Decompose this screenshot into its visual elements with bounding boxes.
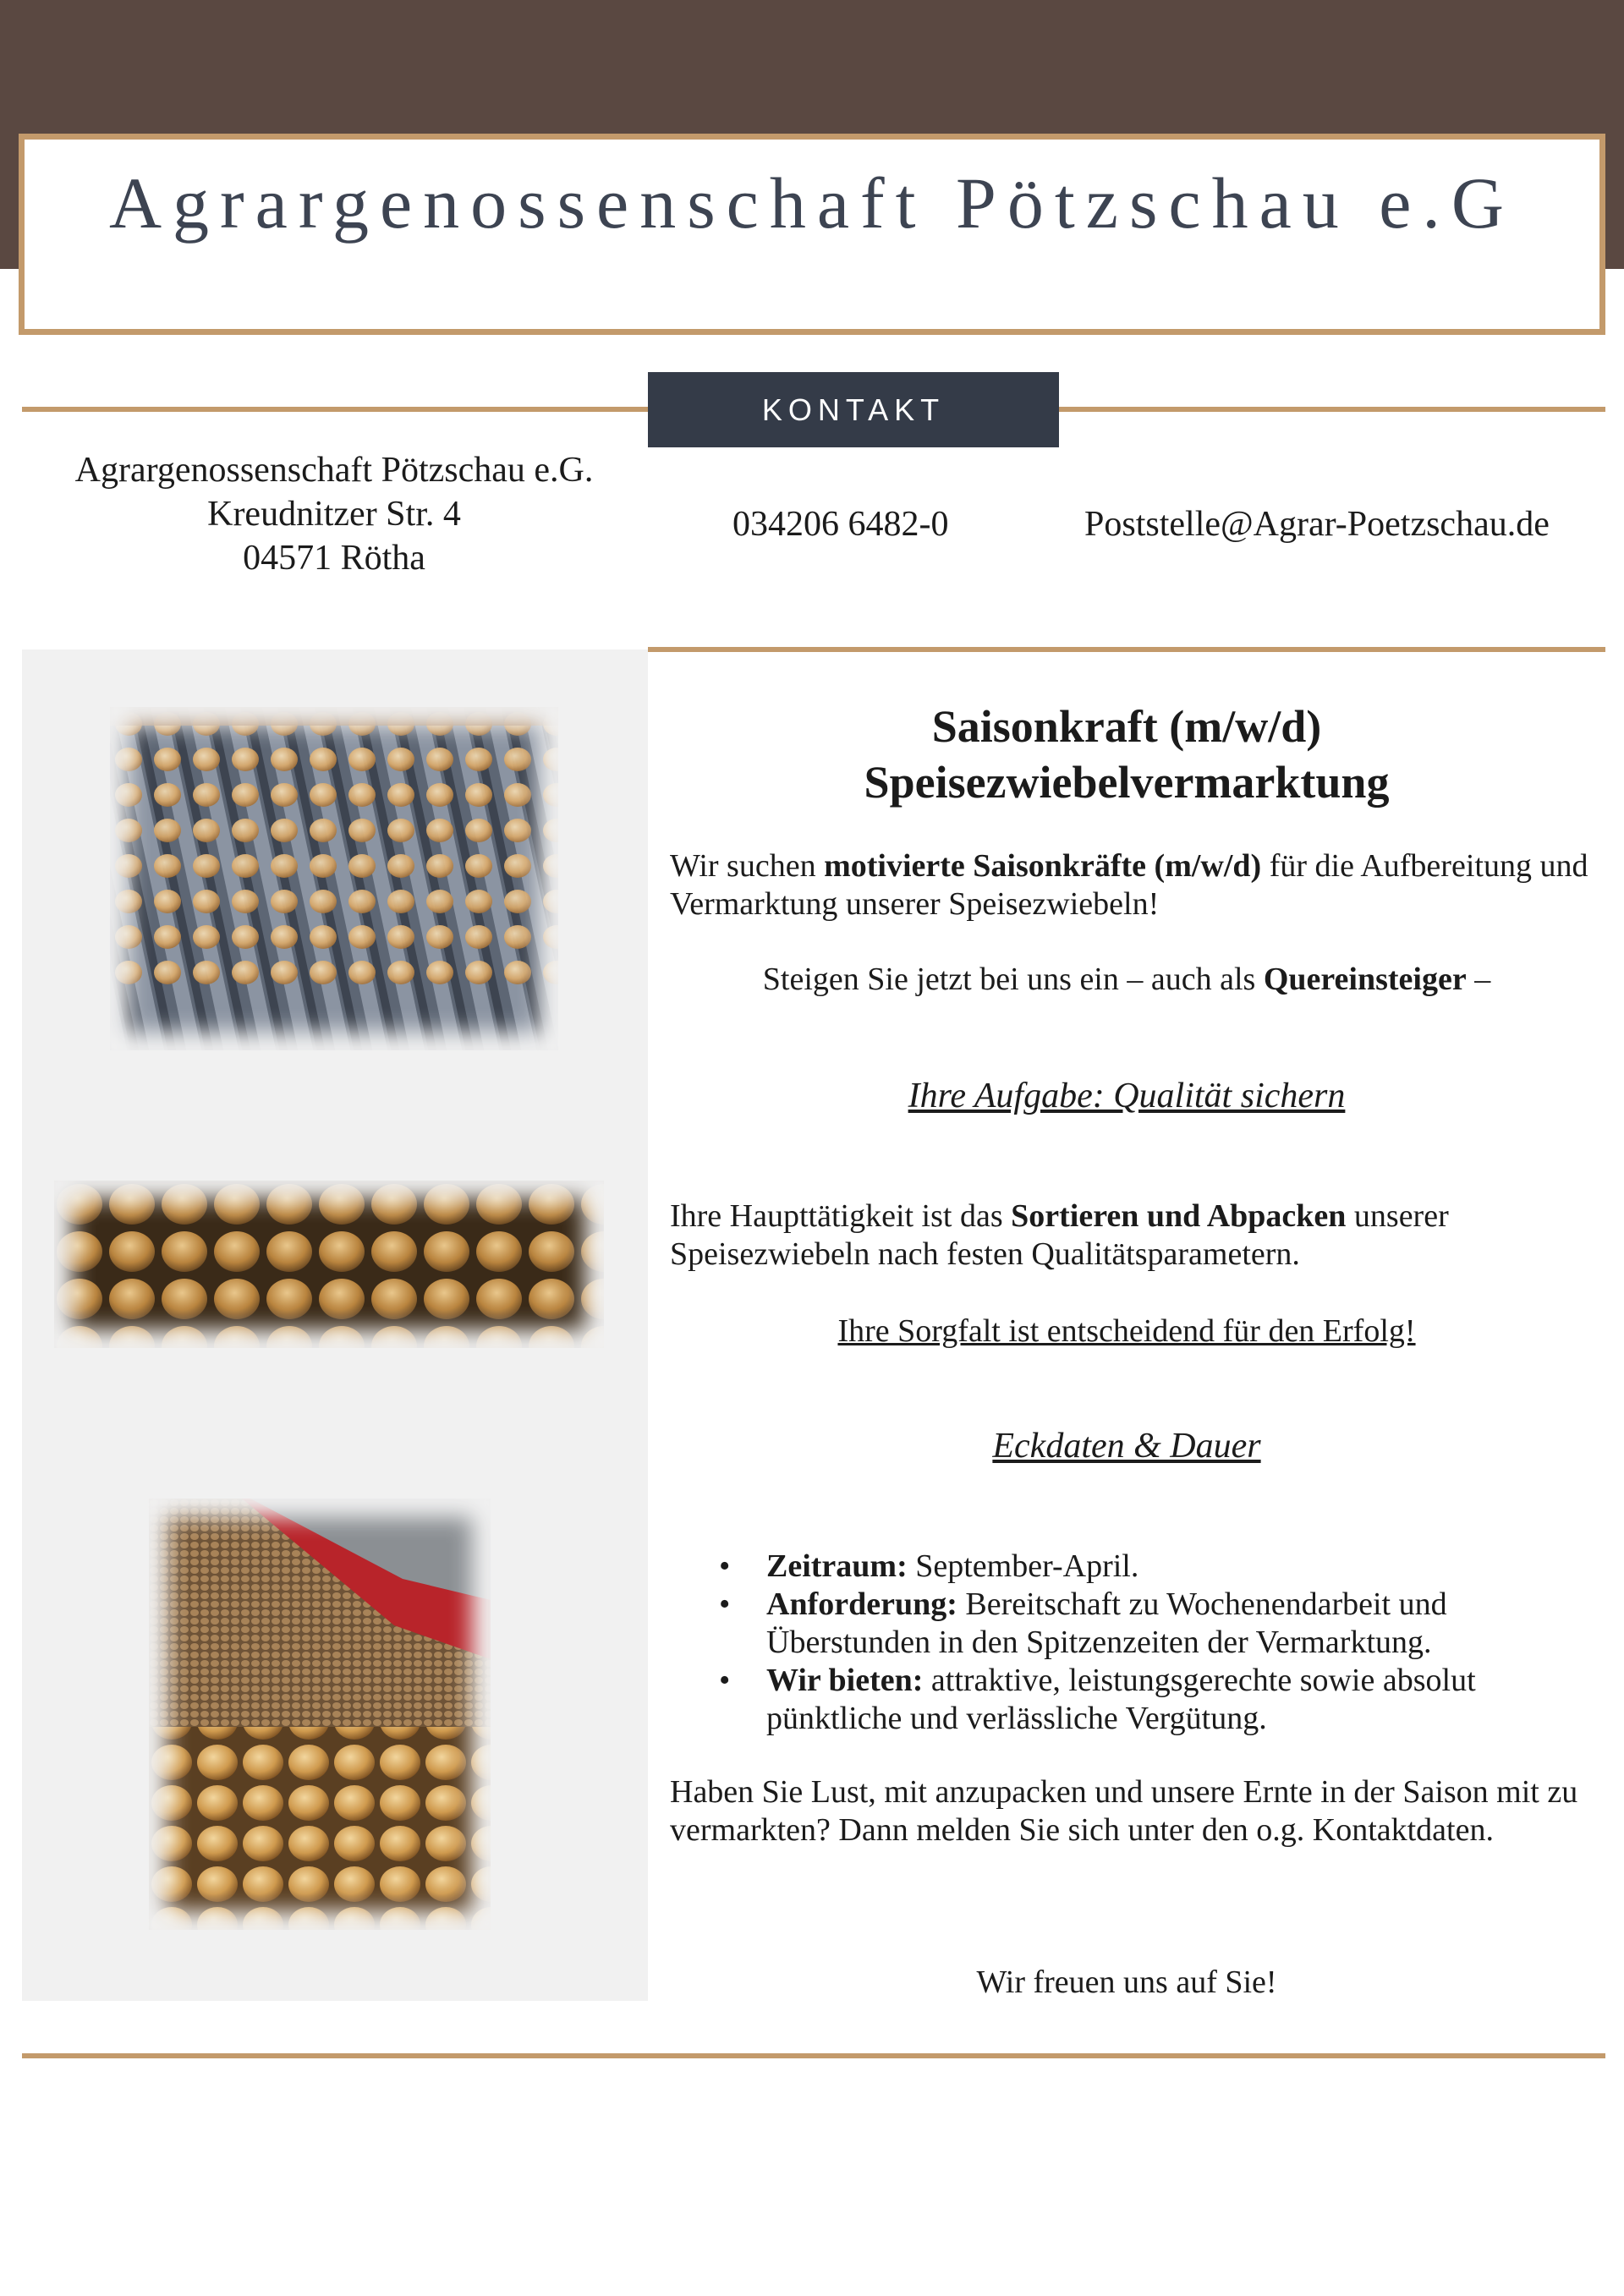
- intro-paragraph: [670, 847, 1592, 923]
- photo-onions-rollers: [110, 707, 558, 1050]
- farewell: Wir freuen uns auf Sie!: [976, 1964, 1277, 2000]
- divider-bottom: [22, 2053, 1605, 2058]
- job-title-line-2: Speisezwiebelvermarktung: [864, 757, 1390, 808]
- task-paragraph: [670, 1197, 1592, 1274]
- task-text-end: unserer Speisezwiebeln nach festen Qualitätsparametern.: [670, 1198, 1449, 1272]
- contact-address: [34, 448, 634, 580]
- contact-phone[interactable]: 034206 6482-0: [732, 505, 949, 544]
- care-note: Ihre Sorgfalt ist entscheidend für den Erfolg!: [837, 1313, 1416, 1349]
- job-title-line-1: Saisonkraft (m/w/d): [931, 701, 1322, 752]
- intro-text: Wir suchen: [670, 848, 825, 884]
- divider-right: [1059, 407, 1605, 412]
- page-title: Agrargenossenschaft Pötzschau e.G: [108, 162, 1516, 244]
- task-highlight: Sortieren und Abpacken: [1011, 1198, 1347, 1234]
- fact-item-zeitraum: [670, 1548, 1575, 1586]
- facts-heading: Eckdaten & Dauer: [992, 1427, 1261, 1466]
- task-heading: Ihre Aufgabe: Qualität sichern: [908, 1077, 1346, 1115]
- facts-list: [670, 1548, 1575, 1738]
- entry-text: Steigen Sie jetzt bei uns ein – auch als: [762, 962, 1264, 997]
- entry-text-end: –: [1466, 962, 1491, 997]
- intro-text-end: für die Aufbereitung und Vermarktung unserer Speisezwiebeln!: [670, 848, 1588, 922]
- divider-content-top: [648, 647, 1605, 652]
- intro-highlight: motivierte Saisonkräfte (m/w/d): [824, 848, 1262, 884]
- address-line-2: Kreudnitzer Str. 4: [207, 495, 461, 534]
- closing-paragraph: Haben Sie Lust, mit anzupacken und unsere Ernte in der Saison mit zu vermarkten? Dann melden Sie sich unter den o.g. Kontaktdaten.: [670, 1774, 1578, 1848]
- entry-highlight: Quereinsteiger: [1263, 962, 1467, 997]
- photo-onion-conveyor: [149, 1499, 491, 1930]
- fact-label: Anforderung:: [766, 1586, 957, 1622]
- fact-text: September-April.: [907, 1548, 1139, 1584]
- fact-text: Bereitschaft zu Wochenendarbeit und Überstunden in den Spitzenzeiten der Vermarktung.: [766, 1586, 1447, 1660]
- entry-paragraph: [648, 961, 1605, 999]
- fact-label: Zeitraum:: [766, 1548, 908, 1584]
- photo-onion-pile: [54, 1181, 604, 1348]
- fact-label: Wir bieten:: [766, 1663, 924, 1698]
- fact-item-anforderung: [670, 1586, 1575, 1662]
- task-text: Ihre Haupttätigkeit ist das: [670, 1198, 1012, 1234]
- divider-left: [22, 407, 648, 412]
- contact-email[interactable]: Poststelle@Agrar-Poetzschau.de: [1084, 505, 1550, 544]
- job-title: [648, 699, 1605, 810]
- fact-text: attraktive, leistungsgerechte sowie absolut pünktliche und verlässliche Vergütung.: [766, 1663, 1476, 1736]
- contact-heading: KONTAKT: [648, 372, 1059, 447]
- address-line-3: 04571 Rötha: [243, 539, 425, 578]
- fact-item-angebot: [670, 1662, 1575, 1738]
- address-line-1: Agrargenossenschaft Pötzschau e.G.: [74, 451, 594, 490]
